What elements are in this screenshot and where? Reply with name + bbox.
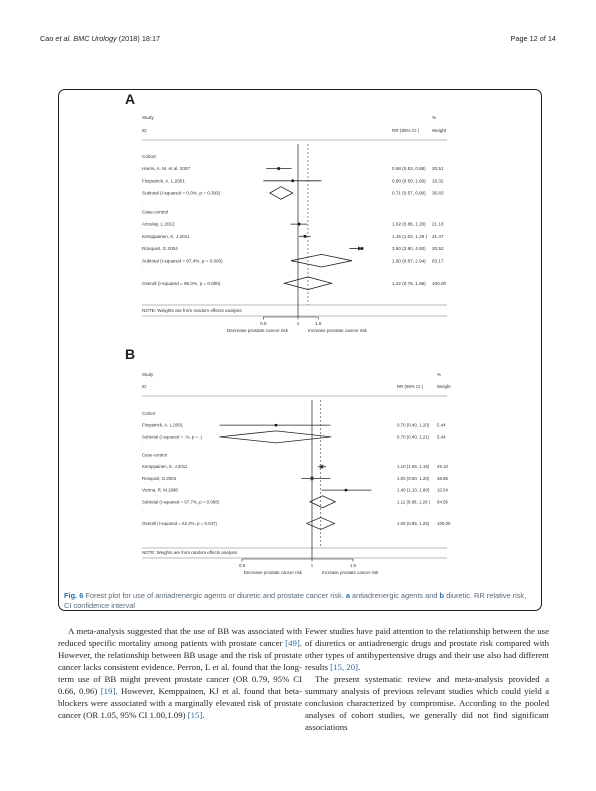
- forest-plot-panel-b: [120, 349, 453, 586]
- summary-diamond: [310, 496, 335, 508]
- axis-label-increase: Increase prostate cancer risk: [308, 328, 367, 333]
- x-tick-label: 1: [296, 321, 300, 326]
- overall-label: Overall (I-squared = 96.0%, p = 0.000): [142, 280, 221, 286]
- group-label: Cohort: [142, 411, 156, 416]
- weight-value: 94.56: [437, 499, 448, 505]
- ci-value: 1.60 (0.87, 2.94): [392, 258, 426, 264]
- study-label: Kemppainen, K. J.2011: [142, 233, 190, 239]
- panel-a-label: A: [125, 91, 136, 107]
- page-number: Page 12 of 14: [510, 34, 556, 43]
- forest-plot-a-svg: [120, 96, 453, 337]
- x-tick-label: 1.5: [315, 321, 322, 326]
- paragraph: Fewer studies have paid attention to the relationship between the use of diuretics or antiadrenergic drugs and prostate risk compared with other types of antihypertensive drugs and their use also had different results [15, 20].: [305, 626, 549, 672]
- column-header-pct: %: [432, 115, 437, 120]
- point-estimate: [361, 247, 363, 249]
- point-estimate: [345, 489, 347, 491]
- forest-plot-panel-a: [120, 96, 453, 337]
- ci-value: 1.11 (0.98, 1.26 ): [397, 499, 431, 505]
- column-header-study: Study: [142, 372, 154, 377]
- study-label: Kemppainen, K. J.2011: [142, 464, 188, 470]
- study-label: Fitzpatrick, A. L.2001: [142, 422, 183, 428]
- ci-value: 3.60 (2.80, 4.60): [392, 246, 426, 252]
- spacer-dot: .: [142, 506, 144, 512]
- ci-value: 0.68 (0.53, 0.88): [392, 166, 426, 172]
- weight-value: 21.18: [432, 221, 444, 227]
- note-text: NOTE: Weights are from random effects analysis: [142, 308, 242, 313]
- x-tick-label: 0.5: [238, 563, 246, 568]
- subtotal-label: Subtotal (I-squared = 0.0%, p = 0.393): [142, 190, 221, 196]
- axis-label-increase: Increase prostate cancer risk: [322, 570, 379, 575]
- column-header-rr: RR (95% CI ): [397, 384, 424, 389]
- figure-caption: Fig. 6 Forest plot for use of antiadrenergic agents or diuretic and prostate cancer risk. a antiadrenergic agents and b diuretic. RR relative risk, CI confidence interval: [64, 591, 527, 610]
- citation-link[interactable]: [15]: [187, 710, 203, 720]
- point-estimate: [292, 180, 294, 182]
- ci-value: 1.02 (0.86, 1.20): [392, 221, 426, 227]
- axis-label-decrease: Decrease prostate cancer risk: [243, 570, 302, 575]
- overall-weight-value: 100.00: [437, 520, 451, 526]
- ci-value: 0.71 (0.57, 0.90): [392, 190, 426, 196]
- subtotal-label: Subtotal (I-squared = 97.4%, p = 0.000): [142, 258, 223, 264]
- summary-diamond: [270, 187, 293, 200]
- ci-value: 0.70 (0.40, 1.21): [397, 434, 430, 440]
- subtotal-label: Subtotal (I-squared = 67.7%, p = 0.068): [142, 499, 220, 505]
- group-label: Case-control: [142, 452, 167, 458]
- body-column-left: [58, 625, 302, 721]
- weight-value: 63.17: [432, 258, 444, 264]
- column-header-weight: Weight: [432, 128, 447, 133]
- weight-value: 10.54: [437, 487, 448, 493]
- citation-link[interactable]: [19]: [100, 686, 116, 696]
- point-estimate: [275, 424, 277, 426]
- column-header-pct: %: [437, 372, 441, 377]
- column-header-id: ID: [142, 384, 147, 389]
- weight-value: 21.47: [432, 233, 444, 239]
- column-header-study: Study: [142, 115, 154, 120]
- paragraph: A meta-analysis suggested that the use of BB was associated with reduced specific mortality among patients with prostate cancer [49]. However, the relationship between BB usage and the risk of prostate cancer lacks consistent evidence. Perron, L et al. found that the long-term use of BB might prevent prostate cancer (OR 0.79, 95% CI 0.66, 0.96) [19]. However, Kemppainen, KJ et al. found that beta-blockers were associated with a marginally elevated risk of prostate cancer (OR 1.05, 95% CI 1.00,1.09) [15].: [58, 626, 302, 720]
- ci-value: 1.10 (1.06, 1.15): [397, 464, 430, 470]
- panel-b-label: B: [125, 346, 136, 362]
- study-label: Harris, A. M. et al. 2007: [142, 166, 190, 172]
- study-label: Vezina, R. M.1998: [142, 487, 178, 493]
- weight-value: 20.51: [432, 166, 444, 172]
- ci-value: 0.70 (0.40, 1.20): [397, 422, 430, 428]
- study-label: Ronquist, G.2004: [142, 475, 177, 481]
- figure-caption-label: Fig. 6: [64, 591, 84, 600]
- overall-ci-value: 1.22 (0.76, 1.96): [392, 280, 426, 286]
- spacer-dot: .: [142, 198, 144, 204]
- column-header-id: ID: [142, 128, 147, 133]
- citation-link[interactable]: [49]: [285, 638, 300, 648]
- overall-weight-value: 100.00: [432, 280, 447, 286]
- study-label: Fitzpatrick, A. L.2001: [142, 178, 185, 184]
- column-header-rr: RR (95% CI ): [392, 128, 420, 133]
- weight-value: 5.44: [437, 434, 446, 440]
- axis-label-decrease: Decrease prostate cancer risk: [226, 328, 288, 333]
- group-label: Cohort: [142, 154, 156, 159]
- ci-value: 1.15 (1.02, 1.29 ): [392, 233, 427, 239]
- study-label: Ronquist, G.2004: [142, 246, 178, 252]
- ci-value: 1.00 (0.90, 1.20): [397, 475, 430, 481]
- ci-value: 1.40 (1.10, 1.80): [397, 487, 430, 493]
- note-text: NOTE: Weights are from random effects analysis: [142, 550, 238, 555]
- summary-diamond: [291, 254, 352, 267]
- group-label: Case-control: [142, 209, 169, 215]
- overall-ci-value: 1.09 (0.95, 1.25): [397, 520, 430, 526]
- point-estimate: [278, 167, 280, 169]
- summary-diamond: [219, 431, 331, 443]
- weight-value: 5.44: [437, 422, 446, 428]
- x-tick-label: 0.5: [260, 321, 267, 326]
- body-column-right: [305, 625, 549, 733]
- running-header-citation: Cao et al. BMC Urology (2018) 18:17: [40, 34, 161, 43]
- weight-value: 45.10: [437, 464, 448, 470]
- weight-value: 16.32: [432, 178, 444, 184]
- forest-plot-b-svg: [120, 349, 453, 586]
- ci-value: 0.90 (0.50, 1.60): [392, 178, 426, 184]
- weight-value: 38.86: [437, 475, 448, 481]
- spacer-dot: .: [142, 442, 144, 448]
- paragraph: The present systematic review and meta-analysis provided a summary analysis of previous relevant studies which could yield a conclusion characterized by compromise. According to the pooled analyses of cohort studies, we generally did not find significant associations: [305, 674, 549, 732]
- column-header-weight: Weight: [437, 384, 451, 389]
- x-tick-label: 1.5: [349, 563, 357, 568]
- subtotal-label: Subtotal (I-squared = .%, p = .): [142, 434, 203, 440]
- study-label: Azoulay, L.2012: [142, 221, 175, 227]
- weight-value: 20.52: [432, 246, 444, 252]
- overall-diamond: [284, 277, 331, 290]
- weight-value: 36.83: [432, 190, 444, 196]
- point-estimate: [304, 235, 306, 237]
- x-tick-label: 1: [310, 563, 314, 568]
- overall-label: Overall (I-squared = 62.2%, p = 0.047): [142, 520, 217, 526]
- citation-link[interactable]: [15, 20]: [330, 662, 359, 672]
- overall-diamond: [307, 517, 335, 529]
- spacer-dot: .: [142, 266, 144, 272]
